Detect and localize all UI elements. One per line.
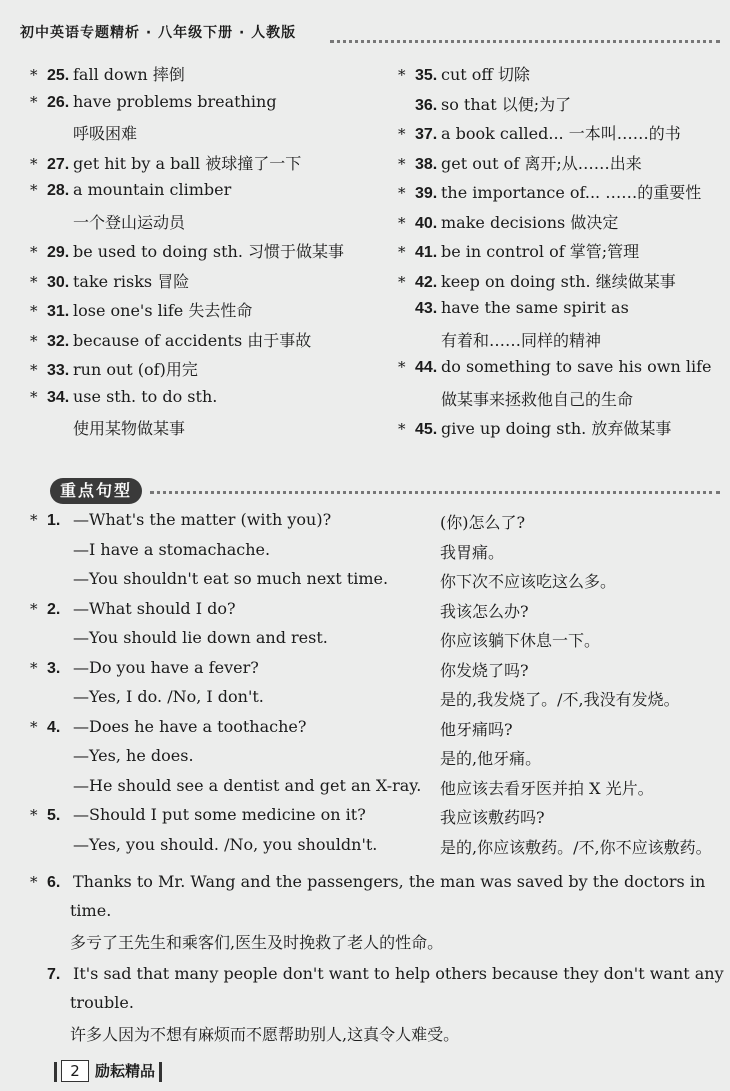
item-text: —Yes, you should. /No, you shouldn't. bbox=[73, 834, 378, 854]
sentence-en bbox=[30, 964, 724, 984]
sentence-zh: 我该怎么办? bbox=[440, 601, 529, 621]
phrase-item bbox=[30, 269, 189, 292]
star-mark: * bbox=[30, 154, 38, 173]
phrase-item bbox=[30, 387, 217, 407]
sentence-en-cont: trouble. bbox=[70, 993, 134, 1012]
sentence-en bbox=[30, 687, 264, 706]
item-text: —Yes, he does. bbox=[73, 746, 194, 765]
item-number: 44. bbox=[415, 359, 438, 376]
item-number: 41. bbox=[415, 244, 438, 261]
page-header: 初中英语专题精析 · 八年级下册 · 人教版 bbox=[20, 25, 297, 41]
item-number: 28. bbox=[47, 182, 70, 199]
item-number: 30. bbox=[47, 273, 70, 291]
sentence-zh: 他牙痛吗? bbox=[440, 719, 513, 739]
item-text: give up doing sth. 放弃做某事 bbox=[441, 419, 672, 438]
sentence-en bbox=[30, 746, 194, 765]
item-text: so that 以便;为了 bbox=[441, 94, 572, 114]
item-text: —Should I put some medicine on it? bbox=[73, 805, 366, 824]
phrase-item bbox=[398, 328, 601, 351]
phrase-item bbox=[398, 210, 618, 233]
phrase-item bbox=[398, 180, 701, 203]
item-number: 5. bbox=[47, 807, 61, 824]
item-number: 34. bbox=[47, 388, 70, 406]
item-text: —What should I do? bbox=[73, 598, 236, 618]
sentence-zh: 他应该去看牙医并拍 X 光片。 bbox=[440, 778, 654, 798]
phrase-item bbox=[30, 357, 198, 380]
item-text: run out (of)用完 bbox=[73, 360, 198, 379]
item-number: 25. bbox=[47, 67, 70, 84]
star-mark: * bbox=[398, 125, 406, 143]
sentence-zh: 是的,他牙痛。 bbox=[440, 749, 542, 768]
star-mark: * bbox=[30, 181, 38, 199]
item-text: —Do you have a fever? bbox=[73, 657, 259, 677]
item-text: —You should lie down and rest. bbox=[73, 628, 328, 647]
sentence-zh: 是的,你应该敷药。/不,你不应该敷药。 bbox=[440, 837, 712, 857]
item-number: 40. bbox=[415, 214, 438, 232]
item-text: —You shouldn't eat so much next time. bbox=[73, 569, 389, 588]
item-text: be used to doing sth. 习惯于做某事 bbox=[73, 242, 345, 261]
item-number: 37. bbox=[415, 126, 438, 143]
item-text: Thanks to Mr. Wang and the passengers, the man was saved by the doctors in bbox=[73, 872, 706, 891]
phrase-item bbox=[398, 357, 711, 377]
sentence-en-cont: time. bbox=[70, 901, 112, 920]
sentence-zh: 是的,我发烧了。/不,我没有发烧。 bbox=[440, 690, 680, 709]
item-text: lose one's life 失去性命 bbox=[73, 301, 253, 320]
star-mark: * bbox=[30, 331, 38, 350]
phrase-item bbox=[30, 239, 344, 262]
star-mark: * bbox=[30, 387, 38, 406]
sentence-en bbox=[30, 510, 331, 530]
item-text: fall down 摔倒 bbox=[73, 65, 185, 84]
phrase-item bbox=[398, 92, 571, 115]
item-text: 一个登山运动员 bbox=[73, 212, 186, 232]
footer-brand: 励耘精品 bbox=[95, 1062, 156, 1080]
footer-bar bbox=[159, 1062, 162, 1082]
phrase-item bbox=[30, 298, 252, 321]
item-text: 使用某物做某事 bbox=[73, 419, 186, 438]
item-text: It's sad that many people don't want to help others because they don't want any bbox=[73, 964, 724, 983]
item-text: have the same spirit as bbox=[441, 298, 629, 317]
item-number: 38. bbox=[415, 155, 438, 173]
item-text: —He should see a dentist and get an X-ray. bbox=[73, 775, 422, 795]
phrase-item bbox=[398, 298, 629, 318]
item-number: 7. bbox=[47, 966, 61, 983]
sentence-en bbox=[30, 805, 366, 825]
item-number: 26. bbox=[47, 93, 70, 111]
item-text: —Yes, I do. /No, I don't. bbox=[73, 687, 264, 706]
item-text: 有着和……同样的精神 bbox=[441, 330, 602, 350]
sentence-zh: 我应该敷药吗? bbox=[440, 808, 545, 827]
star-mark: * bbox=[30, 272, 38, 291]
item-text: 做某事来拯救他自己的生命 bbox=[441, 389, 634, 409]
item-number: 3. bbox=[47, 659, 61, 677]
star-mark: * bbox=[30, 873, 38, 891]
star-mark: * bbox=[398, 66, 406, 84]
phrase-item bbox=[30, 210, 185, 233]
star-mark: * bbox=[398, 420, 406, 438]
item-text: —Does he have a toothache? bbox=[73, 716, 307, 736]
phrase-item bbox=[398, 416, 671, 439]
phrase-item bbox=[398, 151, 642, 174]
star-mark: * bbox=[398, 272, 406, 291]
section-divider bbox=[150, 491, 720, 494]
star-mark: * bbox=[398, 154, 406, 173]
item-text: a mountain climber bbox=[73, 180, 232, 199]
star-mark: * bbox=[30, 658, 38, 677]
star-mark: * bbox=[30, 511, 38, 529]
item-text: use sth. to do sth. bbox=[73, 386, 218, 406]
star-mark: * bbox=[30, 302, 38, 320]
phrase-item bbox=[30, 121, 137, 144]
page-number: 2 bbox=[61, 1060, 89, 1082]
item-number: 31. bbox=[47, 303, 70, 320]
phrase-item bbox=[30, 328, 311, 351]
star-mark: * bbox=[30, 243, 38, 261]
star-mark: * bbox=[30, 361, 38, 379]
item-number: 39. bbox=[415, 185, 438, 202]
sentence-en bbox=[30, 569, 388, 588]
footer-bar bbox=[54, 1062, 57, 1082]
item-number: 35. bbox=[415, 67, 438, 84]
header-divider bbox=[330, 40, 720, 43]
star-mark: * bbox=[30, 599, 38, 618]
sentence-zh: (你)怎么了? bbox=[440, 513, 526, 532]
phrase-item bbox=[30, 416, 185, 439]
phrase-item bbox=[398, 121, 681, 144]
star-mark: * bbox=[30, 92, 38, 111]
sentence-en bbox=[30, 776, 421, 795]
sentence-en bbox=[30, 628, 328, 647]
item-text: get out of 离开;从……出来 bbox=[441, 153, 642, 173]
item-number: 42. bbox=[415, 273, 438, 291]
item-text: —What's the matter (with you)? bbox=[73, 510, 332, 529]
item-number: 43. bbox=[415, 300, 438, 317]
item-text: a book called... 一本叫……的书 bbox=[441, 124, 681, 143]
item-number: 1. bbox=[47, 512, 61, 529]
phrase-item bbox=[398, 387, 633, 410]
sentence-en bbox=[30, 872, 705, 892]
item-text: because of accidents 由于事故 bbox=[73, 330, 312, 350]
item-number: 29. bbox=[47, 244, 70, 261]
item-text: make decisions 做决定 bbox=[441, 212, 619, 232]
sentence-en bbox=[30, 717, 306, 737]
star-mark: * bbox=[398, 243, 406, 261]
item-text: get hit by a ball 被球撞了一下 bbox=[73, 153, 302, 173]
item-text: do something to save his own life bbox=[441, 357, 712, 376]
phrase-item bbox=[30, 92, 277, 112]
sentence-en bbox=[30, 599, 236, 619]
sentence-zh: 许多人因为不想有麻烦而不愿帮助别人,这真令人难受。 bbox=[70, 1025, 460, 1044]
item-number: 36. bbox=[415, 96, 438, 114]
sentence-en bbox=[30, 540, 270, 559]
phrase-item bbox=[398, 239, 639, 262]
item-text: have problems breathing bbox=[73, 91, 277, 111]
item-text: 呼吸困难 bbox=[73, 124, 138, 143]
item-number: 4. bbox=[47, 718, 61, 736]
item-number: 45. bbox=[415, 421, 438, 438]
star-mark: * bbox=[398, 213, 406, 232]
item-number: 2. bbox=[47, 600, 61, 618]
star-mark: * bbox=[30, 66, 38, 84]
item-text: the importance of... ……的重要性 bbox=[441, 183, 702, 202]
item-text: cut off 切除 bbox=[441, 65, 530, 84]
item-text: keep on doing sth. 继续做某事 bbox=[441, 271, 676, 291]
page-footer bbox=[50, 1060, 166, 1084]
phrase-item bbox=[30, 62, 185, 85]
sentence-zh: 你应该躺下休息一下。 bbox=[440, 631, 601, 650]
phrase-item bbox=[30, 180, 231, 200]
sentence-zh: 多亏了王先生和乘客们,医生及时挽救了老人的性命。 bbox=[70, 933, 444, 952]
item-number: 6. bbox=[47, 874, 61, 891]
star-mark: * bbox=[398, 358, 406, 376]
star-mark: * bbox=[398, 184, 406, 202]
item-text: take risks 冒险 bbox=[73, 271, 190, 291]
section-title: 重点句型 bbox=[50, 478, 142, 504]
item-number: 27. bbox=[47, 155, 70, 173]
sentence-zh: 你发烧了吗? bbox=[440, 660, 529, 680]
phrase-item bbox=[30, 151, 301, 174]
star-mark: * bbox=[30, 717, 38, 736]
sentence-en bbox=[30, 835, 377, 854]
item-text: —I have a stomachache. bbox=[73, 539, 271, 559]
sentence-zh: 我胃痛。 bbox=[440, 542, 505, 562]
star-mark: * bbox=[30, 806, 38, 824]
phrase-item bbox=[398, 269, 676, 292]
item-number: 33. bbox=[47, 362, 70, 379]
sentence-en bbox=[30, 658, 259, 678]
sentence-zh: 你下次不应该吃这么多。 bbox=[440, 572, 617, 591]
item-number: 32. bbox=[47, 332, 70, 350]
item-text: be in control of 掌管;管理 bbox=[441, 242, 640, 261]
phrase-item bbox=[398, 62, 530, 85]
